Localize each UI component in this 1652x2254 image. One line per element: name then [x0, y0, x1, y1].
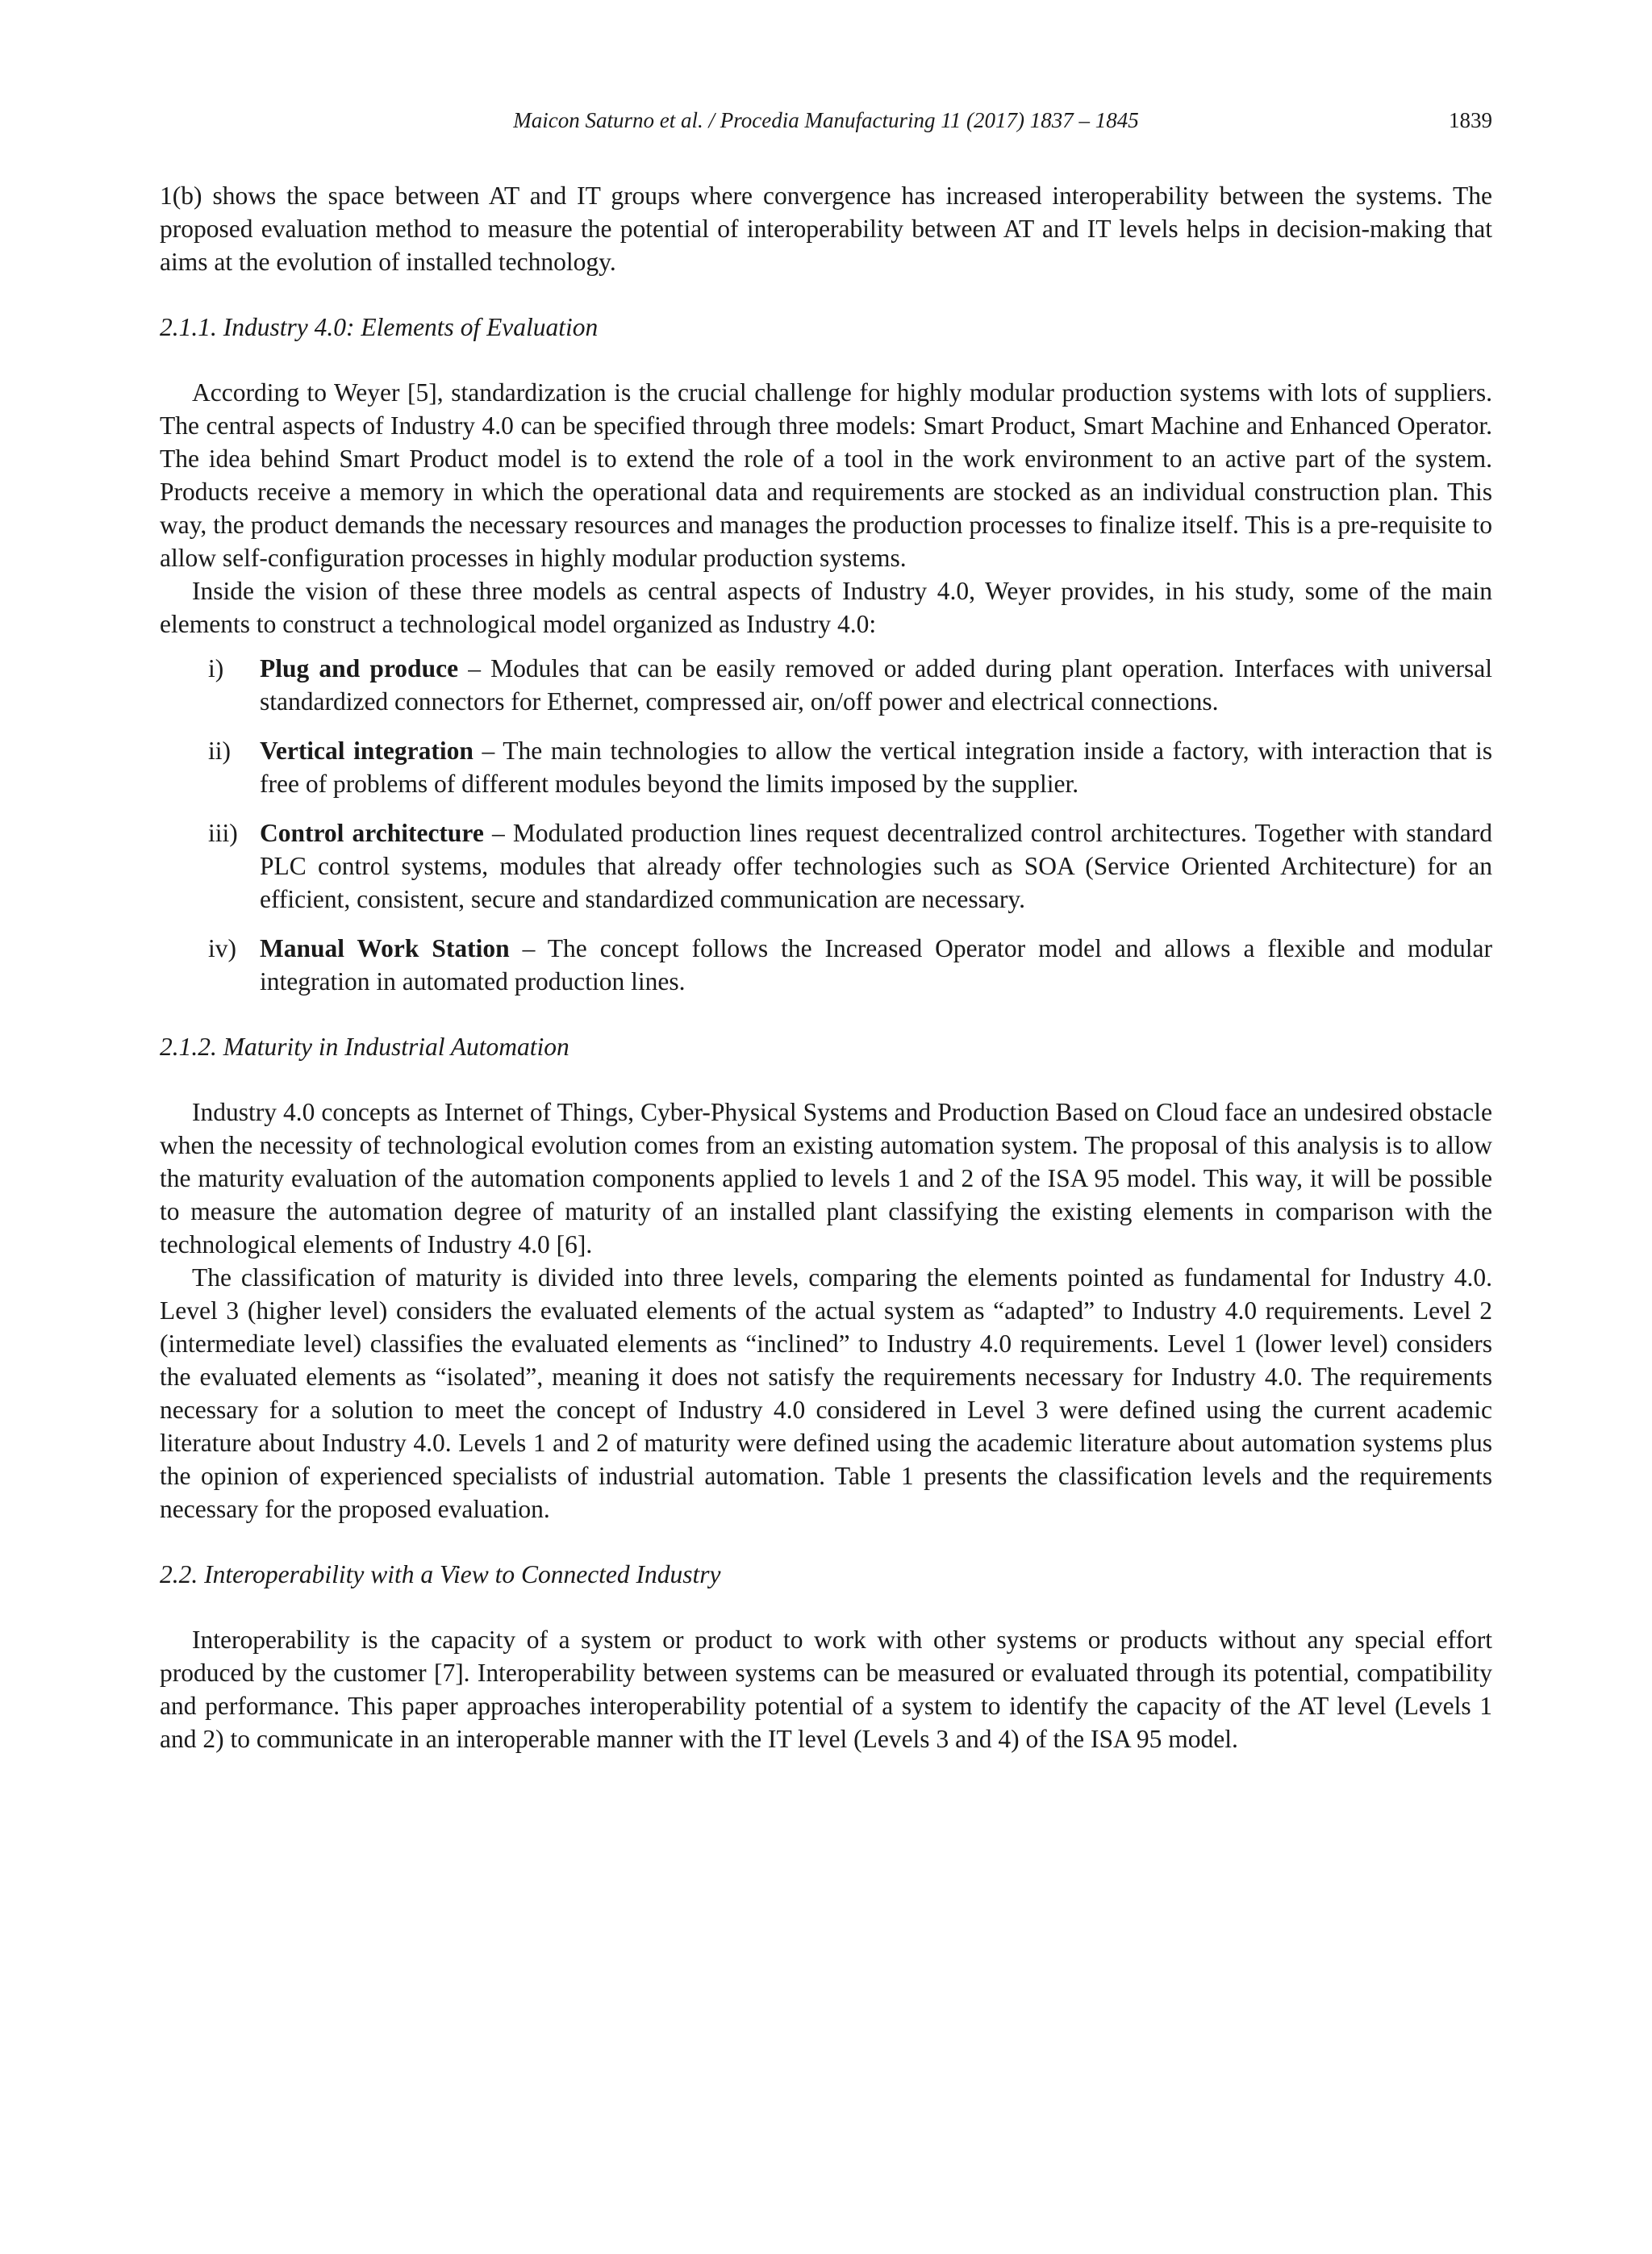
list-item-term: Vertical integration: [260, 737, 473, 765]
list-item-text: [260, 652, 1492, 718]
list-item: [160, 932, 1492, 998]
list-item-term: Plug and produce: [260, 654, 459, 682]
list-item-text: [260, 816, 1492, 916]
list-item-label: i): [208, 654, 224, 682]
list-item-description: – Modules that can be easily removed or added during plant operation. Interfaces with universal standardized connectors for Ethernet, compressed air, on/off power and electrical connections.: [260, 654, 1492, 716]
list-item-term: Control architecture: [260, 819, 484, 847]
section-heading-2-1-2: 2.1.2. Maturity in Industrial Automation: [160, 1033, 569, 1061]
section-heading-2-2: 2.2. Interoperability with a View to Connected Industry: [160, 1560, 721, 1588]
list-item: [160, 816, 1492, 916]
list-item-description: – The concept follows the Increased Operator model and allows a flexible and modular integration in automated production lines.: [260, 934, 1492, 996]
list-item-term: Manual Work Station: [260, 934, 510, 962]
paragraph: The classification of maturity is divided into three levels, comparing the elements pointed as fundamental for Industry 4.0. Level 3 (higher level) considers the evaluated elements of the actual system as “adapted” to Industry 4.0 requirements. Level 2 (intermediate level) classifies the evaluated elements as “inclined” to Industry 4.0 requirements. Level 1 (lower level) considers the evaluated elements as “isolated”, meaning it does not satisfy the requirements necessary for Industry 4.0. The requirements necessary for a solution to meet the concept of Industry 4.0 considered in Level 3 were defined using the current academic literature about Industry 4.0. Levels 1 and 2 of maturity were defined using the academic literature about automation systems plus the opinion of experienced specialists of industrial automation. Table 1 presents the classification levels and the requirements necessary for the proposed evaluation.: [160, 1263, 1492, 1523]
list-item-text: [260, 734, 1492, 800]
paragraph: Inside the vision of these three models as central aspects of Industry 4.0, Weyer provides, in his study, some of the main elements to construct a technological model organized as Industry 4.0:: [160, 577, 1492, 638]
paragraph: Interoperability is the capacity of a system or product to work with other systems or products without any special effort produced by the customer [7]. Interoperability between systems can be measured or evaluated through its potential, compatibility and performance. This paper approaches interoperability potential of a system to identify the capacity of the AT level (Levels 1 and 2) to communicate in an interoperable manner with the IT level (Levels 3 and 4) of the ISA 95 model.: [160, 1626, 1492, 1753]
list-item: [160, 734, 1492, 800]
section-heading-2-1-1: 2.1.1. Industry 4.0: Elements of Evaluation: [160, 313, 599, 341]
list-item-description: – The main technologies to allow the vertical integration inside a factory, with interaction that is free of problems of different modules beyond the limits imposed by the supplier.: [260, 737, 1492, 798]
list-item-label: iii): [208, 819, 238, 847]
elements-list: [160, 652, 1492, 998]
list-item-label: iv): [208, 934, 236, 962]
paragraph: Industry 4.0 concepts as Internet of Things, Cyber-Physical Systems and Production Based on Cloud face an undesired obstacle when the necessity of technological evolution comes from an existing automation system. The proposal of this analysis is to allow the maturity evaluation of the automation components applied to levels 1 and 2 of the ISA 95 model. This way, it will be possible to measure the automation degree of maturity of an installed plant classifying the existing elements in comparison with the technological elements of Industry 4.0 [6].: [160, 1098, 1492, 1258]
page-number: 1839: [1449, 108, 1492, 132]
list-item: [160, 652, 1492, 718]
list-item-text: [260, 932, 1492, 998]
list-item-label: ii): [208, 737, 231, 765]
body-text: [160, 179, 1492, 1755]
paragraph: According to Weyer [5], standardization is the crucial challenge for highly modular production systems with lots of suppliers. The central aspects of Industry 4.0 can be specified through three models: Smart Product, Smart Machine and Enhanced Operator. The idea behind Smart Product model is to extend the role of a tool in the work environment to an active part of the system. Products receive a memory in which the operational data and requirements are stocked as an individual construction plan. This way, the product demands the necessary resources and manages the production processes to finalize itself. This is a pre-requisite to allow self-configuration processes in highly modular production systems.: [160, 378, 1492, 572]
list-item-description: – Modulated production lines request decentralized control architectures. Together with standard PLC control systems, modules that already offer technologies such as SOA (Service Oriented Architecture) for an efficient, consistent, secure and standardized communication are necessary.: [260, 819, 1492, 913]
intro-paragraph: 1(b) shows the space between AT and IT groups where convergence has increased interoperability between the systems. The proposed evaluation method to measure the potential of interoperability between AT and IT levels helps in decision-making that aims at the evolution of installed technology.: [160, 182, 1492, 276]
running-header: [160, 108, 1492, 140]
running-title: Maicon Saturno et al. / Procedia Manufacturing 11 (2017) 1837 – 1845: [513, 108, 1139, 132]
